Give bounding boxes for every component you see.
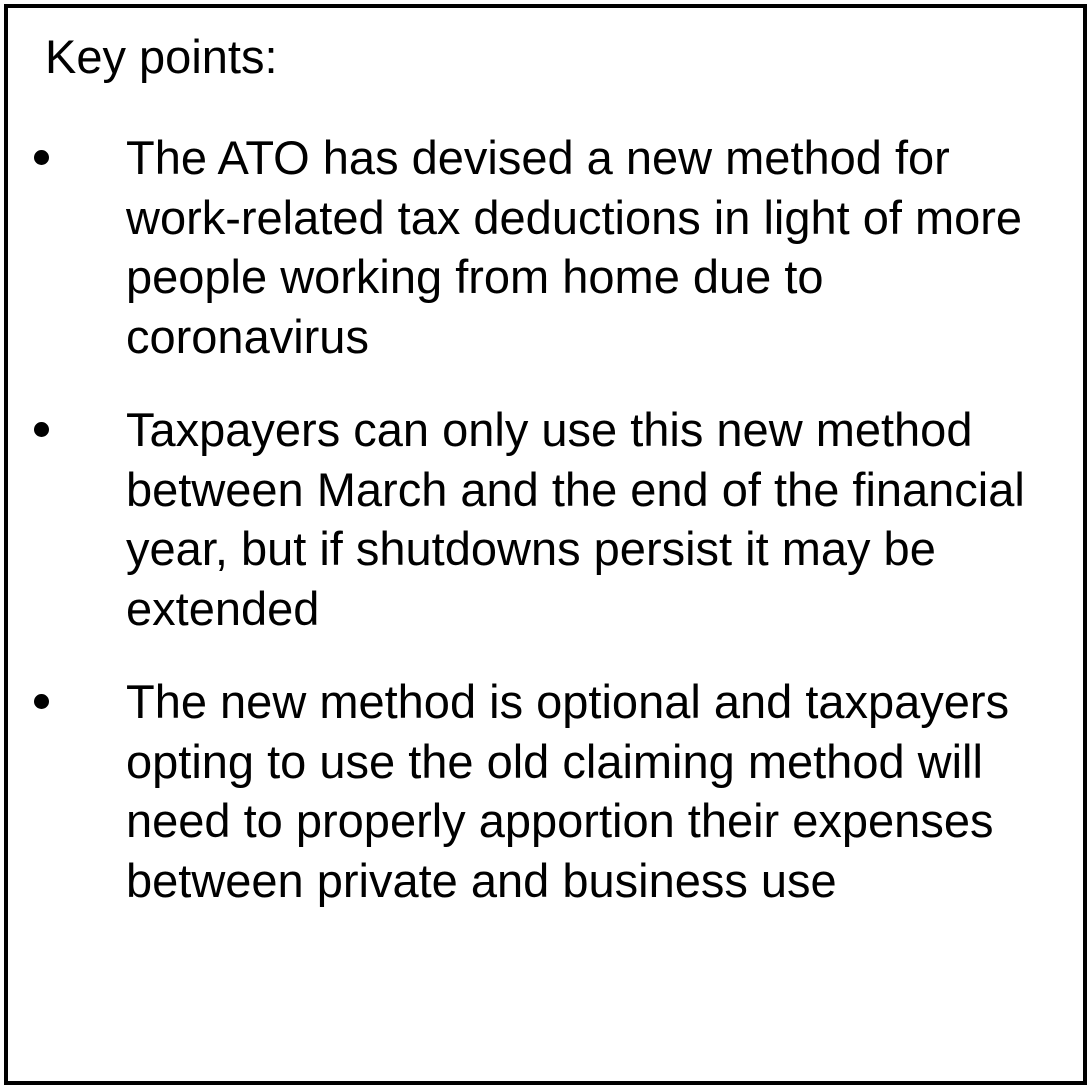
bullet-text: The ATO has devised a new method for work-related tax deductions in light of more people working from home due to coronavirus xyxy=(126,131,1023,363)
list-item xyxy=(0,400,1060,638)
key-points-list xyxy=(0,128,1060,944)
list-item xyxy=(0,672,1060,910)
bullet-text: Taxpayers can only use this new method between March and the end of the financial year, but if shutdowns persist it may be extended xyxy=(126,403,1025,635)
list-item xyxy=(0,128,1060,366)
bullet-icon xyxy=(34,694,49,709)
bullet-text: The new method is optional and taxpayers opting to use the old claiming method will need to properly apportion their expenses between private and business use xyxy=(126,675,1010,907)
bullet-icon xyxy=(34,422,49,437)
bullet-icon xyxy=(34,150,49,165)
key-points-heading: Key points: xyxy=(45,30,278,83)
